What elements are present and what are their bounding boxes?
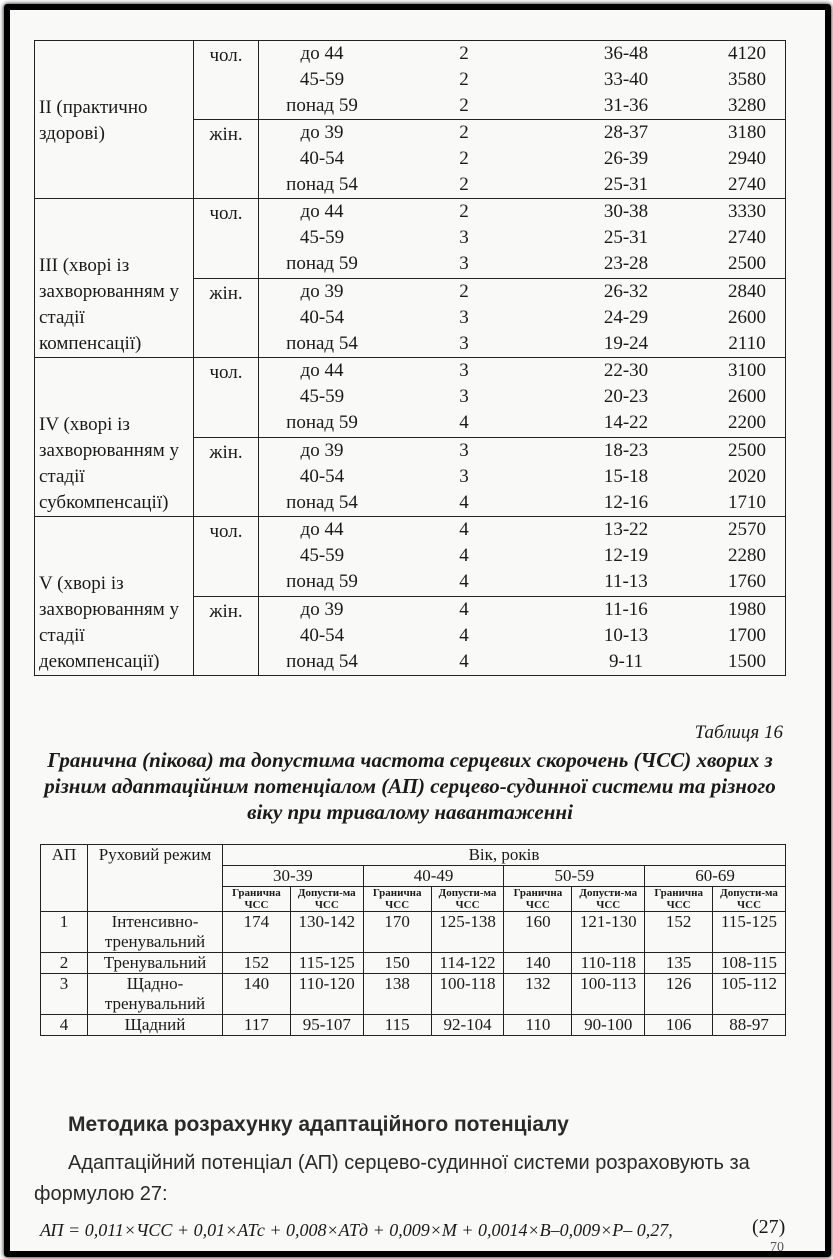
sex-cell: чол. [194, 199, 259, 279]
age-cell: понад 59 [286, 412, 358, 433]
value-row [259, 305, 785, 331]
max-hr-cell: 152 [645, 912, 713, 953]
allowed-hr-cell: 100-113 [572, 974, 645, 1015]
max-hr-cell: 170 [363, 912, 431, 953]
work-cell: 3280 [728, 95, 766, 116]
ap-class-cell: 4 [459, 491, 469, 513]
sex-cell: жін. [194, 278, 259, 358]
value-row [259, 146, 785, 172]
allowed-hr-cell: 121-130 [572, 912, 645, 953]
ap-cell: 1 [41, 912, 88, 953]
allowed-hr-header: Допусти-ма ЧСС [431, 887, 504, 912]
values-block [259, 279, 785, 357]
value-row [259, 331, 785, 357]
values-cell [259, 199, 786, 279]
ap-class-cell: 2 [459, 201, 469, 222]
values-block [259, 41, 785, 119]
age-cell: до 39 [300, 439, 344, 461]
group-label: II (практично здорові) [35, 41, 194, 199]
hr-range-cell: 18-23 [603, 439, 649, 461]
hr-range-cell: 9-11 [608, 650, 644, 672]
sex-cell: чол. [194, 517, 259, 597]
ap-class-cell: 4 [459, 598, 469, 620]
allowed-hr-cell: 114-122 [431, 953, 504, 974]
ap-class-cell: 4 [459, 571, 469, 592]
values-block [259, 517, 785, 595]
hr-range-cell: 20-23 [603, 386, 649, 407]
max-hr-cell: 174 [223, 912, 291, 953]
header-mode: Руховий режим [88, 845, 223, 912]
hr-range-cell: 12-19 [603, 545, 649, 566]
ap-class-cell: 3 [459, 465, 469, 487]
ap-cell: 4 [41, 1015, 88, 1036]
age-group-header: 60-69 [645, 866, 786, 887]
max-hr-cell: 106 [645, 1015, 713, 1036]
value-row [259, 172, 785, 198]
age-cell: до 44 [300, 519, 344, 540]
allowed-hr-header: Допусти-ма ЧСС [290, 887, 363, 912]
hr-range-cell: 26-32 [603, 280, 649, 302]
ap-cell: 2 [41, 953, 88, 974]
group-label: IV (хворі із захворюванням у стадії субкомпенсації) [35, 358, 194, 517]
work-cell: 2940 [728, 148, 766, 169]
value-row [259, 517, 785, 543]
value-row [259, 597, 785, 623]
allowed-hr-header: Допусти-ма ЧСС [572, 887, 645, 912]
value-row [259, 438, 785, 464]
allowed-hr-cell: 100-118 [431, 974, 504, 1015]
hr-range-cell: 25-31 [603, 227, 649, 248]
values-cell [259, 596, 786, 676]
hr-range-cell: 11-13 [604, 571, 648, 592]
value-row [259, 410, 785, 436]
work-cell: 3100 [728, 360, 766, 381]
table-row [35, 41, 786, 120]
value-row [259, 464, 785, 490]
age-cell: понад 59 [286, 253, 358, 274]
sex-cell: жін. [194, 596, 259, 676]
values-block [259, 438, 785, 516]
ap-class-cell: 4 [459, 519, 469, 540]
age-cell: понад 54 [286, 174, 358, 195]
value-row [259, 251, 785, 277]
work-cell: 1760 [728, 571, 766, 592]
max-hr-header: Гранична ЧСС [363, 887, 431, 912]
adaptation-potential-table [40, 844, 786, 1036]
section-heading: Методика розрахунку адаптаційного потенціалу [68, 1113, 569, 1136]
table-row [41, 974, 786, 1015]
max-hr-cell: 135 [645, 953, 713, 974]
age-cell: понад 54 [286, 332, 358, 354]
ap-class-cell: 2 [459, 122, 469, 143]
ap-class-cell: 2 [459, 148, 469, 169]
document-page [10, 10, 825, 1255]
work-cell: 2110 [728, 332, 766, 354]
hr-range-cell: 36-48 [603, 43, 649, 64]
work-cell: 1700 [728, 624, 766, 646]
sex-cell: чол. [194, 358, 259, 438]
formula-number: (27) [752, 1216, 786, 1238]
age-cell: понад 54 [286, 650, 358, 672]
allowed-hr-cell: 95-107 [290, 1015, 363, 1036]
value-row [259, 623, 785, 649]
table-row [41, 1015, 786, 1036]
age-cell: понад 54 [286, 491, 358, 513]
hr-range-cell: 11-16 [604, 598, 648, 620]
page-number: 70 [770, 1240, 784, 1255]
max-hr-cell: 138 [363, 974, 431, 1015]
max-hr-cell: 140 [504, 953, 572, 974]
hr-range-cell: 31-36 [603, 95, 649, 116]
max-hr-cell: 152 [223, 953, 291, 974]
values-block [259, 597, 785, 675]
group-label: V (хворі із захворюванням у стадії декомпенсації) [35, 517, 194, 676]
value-row [259, 384, 785, 410]
work-cell: 2500 [728, 253, 766, 274]
age-group-header: 30-39 [223, 866, 364, 887]
max-hr-header: Гранична ЧСС [223, 887, 291, 912]
value-row [259, 543, 785, 569]
ap-class-cell: 4 [459, 412, 469, 433]
value-row [259, 93, 785, 119]
hr-range-cell: 23-28 [603, 253, 649, 274]
age-cell: до 44 [300, 43, 344, 64]
header-ap: АП [41, 845, 88, 912]
allowed-hr-cell: 90-100 [572, 1015, 645, 1036]
value-row [259, 358, 785, 384]
hr-range-cell: 22-30 [603, 360, 649, 381]
hr-range-cell: 10-13 [603, 624, 649, 646]
ap-class-cell: 2 [459, 43, 469, 64]
work-cell: 2570 [728, 519, 766, 540]
hr-range-cell: 13-22 [603, 519, 649, 540]
age-cell: до 39 [300, 598, 344, 620]
work-cell: 3580 [728, 69, 766, 90]
work-cell: 1980 [728, 598, 766, 620]
allowed-hr-cell: 115-125 [290, 953, 363, 974]
max-hr-cell: 150 [363, 953, 431, 974]
age-cell: понад 59 [286, 571, 358, 592]
values-cell [259, 278, 786, 358]
allowed-hr-cell: 108-115 [713, 953, 786, 974]
sex-cell: жін. [194, 437, 259, 517]
allowed-hr-cell: 125-138 [431, 912, 504, 953]
mode-cell: Інтенсивно-тренувальний [88, 912, 223, 953]
hr-range-cell: 28-37 [603, 122, 649, 143]
max-hr-cell: 110 [504, 1015, 572, 1036]
allowed-hr-cell: 110-118 [572, 953, 645, 974]
max-hr-cell: 115 [363, 1015, 431, 1036]
ap-class-cell: 3 [459, 386, 469, 407]
paragraph [34, 1148, 794, 1210]
max-hr-cell: 160 [504, 912, 572, 953]
hr-range-cell: 19-24 [603, 332, 649, 354]
age-cell: до 39 [300, 122, 344, 143]
age-cell: понад 59 [286, 95, 358, 116]
allowed-hr-header: Допусти-ма ЧСС [713, 887, 786, 912]
work-cell: 2740 [728, 227, 766, 248]
hr-range-cell: 26-39 [603, 148, 649, 169]
paragraph-text: Адаптаційний потенціал (АП) серцево-судинної системи розраховують за формулою 27: [34, 1152, 750, 1205]
hr-range-cell: 24-29 [603, 306, 649, 328]
value-row [259, 41, 785, 67]
work-cell: 2600 [728, 386, 766, 407]
mode-cell: Щадний [88, 1015, 223, 1036]
mode-cell: Тренувальний [88, 953, 223, 974]
allowed-hr-cell: 115-125 [713, 912, 786, 953]
table-row [41, 912, 786, 953]
age-cell: 40-54 [299, 624, 345, 646]
allowed-hr-cell: 105-112 [713, 974, 786, 1015]
hr-range-cell: 12-16 [603, 491, 649, 513]
table-row [41, 953, 786, 974]
ap-class-cell: 3 [459, 227, 469, 248]
ap-class-cell: 3 [459, 306, 469, 328]
group-label: III (хворі із захворюванням у стадії компенсації) [35, 199, 194, 358]
values-block [259, 120, 785, 198]
ap-class-cell: 3 [459, 360, 469, 381]
value-row [259, 199, 785, 225]
sex-cell: жін. [194, 120, 259, 199]
ap-class-cell: 2 [459, 69, 469, 90]
value-row [259, 120, 785, 146]
table-row [35, 517, 786, 597]
ap-class-cell: 2 [459, 280, 469, 302]
values-block [259, 358, 785, 436]
age-cell: 45-59 [299, 69, 345, 90]
age-cell: 45-59 [299, 386, 345, 407]
allowed-hr-cell: 88-97 [713, 1015, 786, 1036]
values-block [259, 199, 785, 277]
ap-class-cell: 2 [459, 174, 469, 195]
allowed-hr-cell: 92-104 [431, 1015, 504, 1036]
values-cell [259, 41, 786, 120]
age-cell: до 44 [300, 201, 344, 222]
formula: АП = 0,011×ЧСС + 0,01×АТс + 0,008×АТд + 0,009×М + 0,0014×В–0,009×Р– 0,27, [40, 1220, 673, 1240]
hr-range-cell: 15-18 [603, 465, 649, 487]
value-row [259, 490, 785, 516]
ap-class-cell: 3 [459, 253, 469, 274]
work-cell: 2840 [728, 280, 766, 302]
values-cell [259, 358, 786, 438]
hr-range-cell: 14-22 [603, 412, 649, 433]
value-row [259, 649, 785, 675]
work-cell: 2600 [728, 306, 766, 328]
ap-cell: 3 [41, 974, 88, 1015]
work-cell: 3330 [728, 201, 766, 222]
value-row [259, 279, 785, 305]
values-cell [259, 517, 786, 597]
ap-class-cell: 4 [459, 545, 469, 566]
page-frame [4, 4, 831, 1257]
age-cell: 40-54 [299, 465, 345, 487]
work-cell: 2500 [728, 439, 766, 461]
table-row [35, 199, 786, 279]
max-hr-cell: 132 [504, 974, 572, 1015]
age-cell: 45-59 [299, 227, 345, 248]
work-cell: 1710 [728, 491, 766, 513]
work-cell: 2280 [728, 545, 766, 566]
value-row [259, 225, 785, 251]
hr-range-cell: 30-38 [603, 201, 649, 222]
table-label: Таблиця 16 [694, 722, 783, 743]
ap-class-cell: 2 [459, 95, 469, 116]
age-cell: 40-54 [299, 148, 345, 169]
work-cell: 2020 [728, 465, 766, 487]
allowed-hr-cell: 130-142 [290, 912, 363, 953]
ap-class-cell: 3 [459, 439, 469, 461]
age-group-header: 50-59 [504, 866, 645, 887]
age-cell: 40-54 [299, 306, 345, 328]
max-hr-cell: 126 [645, 974, 713, 1015]
age-group-header: 40-49 [363, 866, 504, 887]
hr-range-cell: 33-40 [603, 69, 649, 90]
table-row [35, 358, 786, 438]
ap-class-cell: 4 [459, 650, 469, 672]
value-row [259, 67, 785, 93]
hr-norms-table [34, 40, 786, 676]
age-cell: 45-59 [299, 545, 345, 566]
age-cell: до 39 [300, 280, 344, 302]
work-cell: 4120 [728, 43, 766, 64]
values-cell [259, 120, 786, 199]
ap-class-cell: 3 [459, 332, 469, 354]
mode-cell: Щадно-тренувальний [88, 974, 223, 1015]
max-hr-header: Гранична ЧСС [504, 887, 572, 912]
max-hr-cell: 140 [223, 974, 291, 1015]
values-cell [259, 437, 786, 517]
age-cell: до 44 [300, 360, 344, 381]
ap-class-cell: 4 [459, 624, 469, 646]
work-cell: 1500 [728, 650, 766, 672]
work-cell: 3180 [728, 122, 766, 143]
max-hr-header: Гранична ЧСС [645, 887, 713, 912]
table-title: Гранична (пікова) та допустима частота серцевих скорочень (ЧСС) хворих з різним адаптаційним потенціалом (АП) серцево-судинної системи та різного віку при тривалому навантаженні [44, 748, 776, 824]
hr-range-cell: 25-31 [603, 174, 649, 195]
work-cell: 2200 [728, 412, 766, 433]
value-row [259, 569, 785, 595]
work-cell: 2740 [728, 174, 766, 195]
header-age: Вік, років [223, 845, 786, 866]
max-hr-cell: 117 [223, 1015, 291, 1036]
sex-cell: чол. [194, 41, 259, 120]
allowed-hr-cell: 110-120 [290, 974, 363, 1015]
